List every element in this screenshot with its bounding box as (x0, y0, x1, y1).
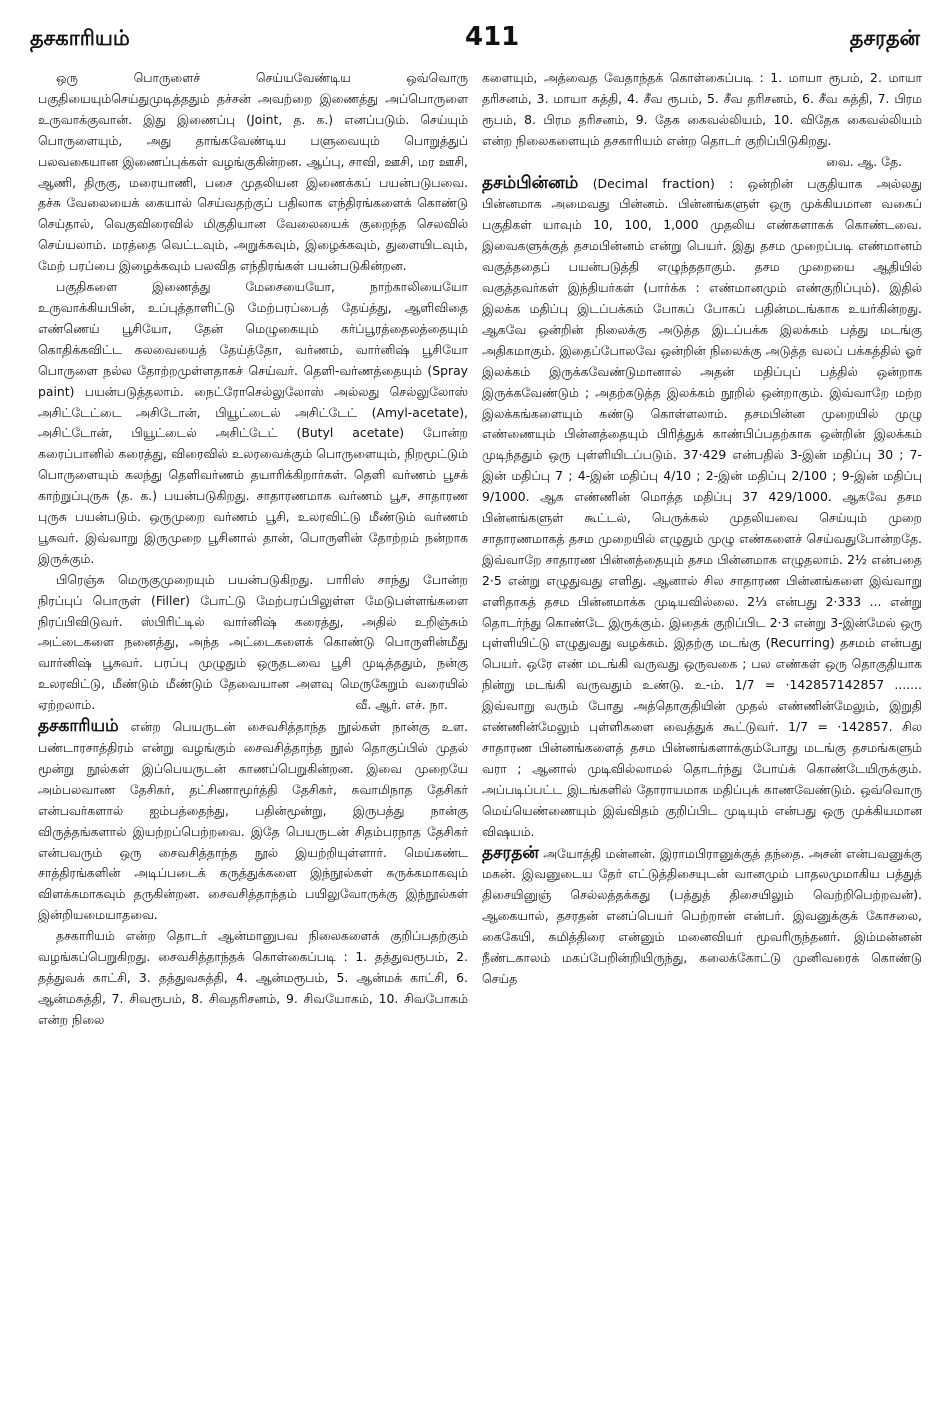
entry-dasakariyam (38, 716, 468, 926)
entry-dasarathan (482, 843, 922, 990)
paragraph-dasakariyam-stages: தசகாரியம் என்ற தொடர் ஆன்மானுபவ நிலைகளைக் குறிப்பதற்கும் வழங்கப்பெறுகிறது. சைவசித்தாந்தக் கொள்கைப்படி : 1. தத்துவரூபம், 2. தத்துவக் காட்சி, 3. தத்துவசுத்தி, 4. ஆன்மரூபம், 5. ஆன்மக் காட்சி, 6. ஆன்மசுத்தி, 7. சிவரூபம், 8. சிவதரிசனம், 9. சிவயோகம், 10. சிவபோகம் என்ற நிலை (38, 928, 468, 1027)
entry-text: (Decimal fraction) : ஒன்றின் பகுதியாக அல்லது பின்னமாக அமைவது பின்னம். பின்னங்களுள் ஒரு முக்கியமான வகைப் பகுதிகள் யாவும் 10, 100, 1,000 முதலிய எண்களாகக் கொண்டவை. இவைகளுக்குத் தசமபின்னம் என்று பெயர். இது தசம முறைப்படி எண்மானம் வகுத்ததைப் பயன்படுத்தி எழுந்ததாகும். தசம முறையை ஆதியில் வகுத்தவர்கள் இந்தியர்கள் (பார்க்க : எண்மானமும் எண்குறிப்பும்). இதில் இலக்க மதிப்பு இடப்பக்கம் போகப் போகப் பதின்மடங்காக உயர்கின்றது. ஆகவே ஒன்றின் நிலைக்கு அடுத்த இடப்பக்க இலக்கம் பத்து மடங்கு அதிகமாகும். இதைப்போலவே ஒன்றின் நிலைக்கு அடுத்த வலப் பக்கத்தில் ஓர் இலக்கம் இருக்கவேண்டுமானால் அதன் மதிப்புப் பத்தில் ஒன்றாக இருக்கவேண்டும் ; அதற்கடுத்த இலக்கம் நூறில் ஒன்றாகும். இவ்வாறே மற்ற இலக்கங்களையும் கண்டு கொள்ளலாம். தசமபின்ன முறையில் முழு எண்ணையும் பின்னத்தையும் பிரித்துக் காண்பிப்பதற்காக ஒன்றின் இலக்கம் முடிந்ததும் ஒரு புள்ளியிடப்படும். 37·429 என்பதில் 3-இன் மதிப்பு 30 ; 7-இன் மதிப்பு 7 ; 4-இன் மதிப்பு 4/10 ; 2-இன் மதிப்பு 2/100 ; 9-இன் மதிப்பு 9/1000. ஆக எண்ணின் மொத்த மதிப்பு 37 429/1000. ஆகவே தசம பின்னங்களுள் கூட்டல், பெருக்கல் முதலியவை செய்யும் முறை சாதாரணமாகத் தசம முறையில் எழுதும் முழு எண்களைச் செய்வதுபோன்றதே. இவ்வாறே சாதாரண பின்னத்தையும் தசம பின்னமாக எழுதலாம். 2½ என்பதை 2·5 என்று எழுதுவது எளிது. ஆனால் சில சாதாரண பின்னங்களை இவ்வாறு எளிதாகத் தசம பின்னமாக்க முடியவில்லை. 2⅓ என்பது 2·333 ... என்று தொடர்ந்து கொண்டே இருக்கும். இதைக் குறிப்பிட 2·3 என்று 3-இன்மேல் ஒரு புள்ளியிட்டு எழுதுவது வழக்கம். இதற்கு மடங்கு (Recurring) தசமம் என்பது பெயர். ஒரே எண் மடங்கி வருவது ஒருவகை ; பல எண்கள் ஒரு தொகுதியாக நின்று மடங்கி வருவதும் உண்டு. உ-ம். 1/7 = ·142857142857 ....... இவ்வாறு வரும் போது அத்தொகுதியின் முதல் எண்ணின்மேலும், இறுதி எண்ணின்மேலும் புள்ளிகளை வைத்துக் கூட்டுவர். 1/7 = ·142857. சில சாதாரண பின்னங்களைத் தசம பின்னங்களாக்கும்போது மடங்கு தசமங்களும் வரா ; ஆனால் முடிவில்லாமல் தொடர்ந்து போய்க் கொண்டேயிருக்கும். அப்படிப்பட்ட இடங்களில் தோராயமாக மதிப்புக் காணவேண்டும். ஒவ்வொரு மெய்யெண்ணையும் இவ்விதம் குறிப்பிட முடியும் என்பது ஒரு முக்கியமான விஷயம். (482, 175, 922, 839)
page-header (20, 22, 920, 62)
left-column (38, 68, 468, 1418)
paragraph-finishing: பகுதிகளை இணைத்து மேசையையோ, நாற்காலியையோ உருவாக்கியபின், உப்புத்தாளிட்டு மேற்பரப்பைத் தேய்த்து, ஆளிவிதை எண்ணெய் பூசியோ, தேன் மெழுகையும் கர்ப்பூரத்தைலத்தையும் கொதிக்கவிட்ட கலவையைத் தேய்த்தோ, வர்ணம், வார்னிஷ் பூசியோ பொருளை நல்ல தோற்றமுள்ளதாகச் செய்வர். தெளி-வர்ணத்தையும் (Spray paint) பயன்படுத்தலாம். நைட்ரோசெல்லுலோஸ் அல்லது செல்லுலோஸ் அசிட்டேட்டை அசிடோன், பியூட்டைல் அசிட்டேட் (Amyl-acetate), அசிட்டோன், பியூட்டைல் அசிட்டேட் (Butyl acetate) போன்ற கரைப்பானில் கரைத்து, விரைவில் உலரவைக்கும் பொருளையும், நிறமூட்டும் பொருளையும் கலந்து தெளிவர்ணம் தயாரிக்கிறார்கள். தெளி வர்ணம் பூசக் காற்றுப்புருசு (த. க.) பயன்படுகிறது. சாதாரணமாக வர்ணம் பூச, சாதாரண புருசு பயன்படும். ஒருமுறை வர்ணம் பூசி, உலரவிட்டு மீண்டும் வர்ணம் பூசுவர். இவ்வாறு இருமுறை பூசினால் தான், பொருளின் தோற்றம் நன்றாக இருக்கும். (38, 279, 468, 566)
entry-text: அயோத்தி மன்னன். இராமபிரானுக்குத் தந்தை. அசன் என்பவனுக்கு மகன். இவனுடைய தேர் எட்டுத்திசையுடன் வானமும் பாதலமுமாகிய பத்துத் திசையினுஞ் செல்லத்தக்கது (பத்துத் திசையிலும் வெற்றிபெற்றவன்). ஆகையால், தசரதன் எனப்பெயர் பெற்றான் என்பர். இவனுக்குக் கோசலை, கைகேயி, சுமித்திரை என்னும் மனைவியர் மூவரிருந்தனர். இம்மன்னன் நீண்டகாலம் மகப்பேறின்றியிருந்து, கலைக்கோட்டு முனிவரைக் கொண்டு செய்த (482, 845, 922, 986)
entry-headword: தசரதன் (482, 842, 539, 863)
author-signature: வை. ஆ. தே. (826, 153, 902, 169)
paragraph-joinery: ஒரு பொருளைச் செய்யவேண்டிய ஒவ்வொரு பகுதியையும்செய்துமுடித்ததும் தச்சன் அவற்றை இணைத்து அப்பொருளை உருவாக்குவான். இது இணைப்பு (Joint, த. க.) எனப்படும். செய்யும் பொருளையும், அது தாங்கவேண்டிய பளுவையும் பொறுத்துப் பலவகையான இணைப்புக்கள் வழங்குகின்றன. ஆப்பு, சாவி, ஊசி, மர ஊசி, ஆணி, திருகு, மரையாணி, பசை முதலியன இணைக்கப் பயன்படுபவை. தச்சு வேலையைக் கையால் செய்வதற்குப் பதிலாக எந்திரங்களைக் கொண்டு செய்தால், வெகுவிரைவில் மிகுதியான வேலையைக் குறைந்த செலவில் செய்யலாம். மரத்தை வெட்டவும், அறுக்கவும், இழைக்கவும், துளையிடவும், மேற் பரப்பை இழைக்கவும் பலவித எந்திரங்கள் பயன்படுகின்றன. (38, 70, 468, 274)
paragraph-text: களையும், அத்வைத வேதாந்தக் கொள்கைப்படி : 1. மாயா ரூபம், 2. மாயா தரிசனம், 3. மாயா சுத்தி, 4. சீவ ரூபம், 5. சீவ தரிசனம், 6. சீவ சுத்தி, 7. பிரம ரூபம், 8. பிரம தரிசனம், 9. தேக கைவல்லியம், 10. விதேக கைவல்லியம் என்ற நிலைகளையும் தசகாரியம் என்ற தொடர் குறிப்பிடுகிறது. (482, 70, 922, 148)
entry-decimal-fraction (482, 173, 922, 843)
running-head-left: தசகாரியம் (30, 26, 130, 50)
paragraph-advaita-stages (482, 68, 922, 169)
entry-headword: தசம்பின்னம் (482, 172, 579, 193)
entry-text: என்ற பெயருடன் சைவசித்தாந்த நூல்கள் நான்கு உள. பண்டாரசாத்திரம் என்று வழங்கும் சைவசித்தாந்த நூல் தொகுப்பில் முதல் மூன்று நூல்கள் இப்பெயருடன் காணப்பெறுகின்றன. இவை முறையே அம்பலவாண தேசிகர், தட்சிணாமூர்த்தி தேசிகர், சுவாமிநாத தேசிகர் என்பவர்களால் ஐம்பத்தைந்து, பதின்மூன்று, இருபத்து நான்கு விருத்தங்களால் இயற்றப்பெற்றவை. இதே பெயருடன் சிதம்பரநாத தேசிகர் என்பவரும் ஒரு சைவசித்தாந்த நூல் இயற்றியுள்ளார். மெய்கண்ட சாத்திரங்களின் அடிப்படைக் கருத்துக்களை இந்நூல்கள் சுருக்கமாகவும் விளக்கமாகவும் தருகின்றன. சைவசித்தாந்தம் பயிலுவோருக்கு இந்நூல்கள் இன்றியமையாதவை. (38, 719, 468, 923)
paragraph-french-polish: பிரெஞ்சு மெருகுமுறையும் பயன்படுகிறது. பாரிஸ் சாந்து போன்ற நிரப்புப் பொருள் (Filler) போட்டு மேற்பரப்பிலுள்ள மேடுபள்ளங்களை நிரப்பிவிடுவர். ஸ்பிரிட்டில் வார்னிஷ் கரைத்து, அதில் உறிஞ்சும் அட்டைகளை நனைத்து, அந்த அட்டைகளைக் கொண்டு பொருளின்மீது வார்னிஷ் பூசுவர். பரப்பு முழுதும் ஒருதடவை பூசி முடித்ததும், நன்கு உலரவிட்டு, மீண்டும் மீண்டும் தேவையான அளவு மெருகேறும் வரையில் ஏற்றலாம். (38, 571, 468, 713)
right-column (482, 68, 922, 1418)
page-number: 411 (465, 22, 520, 52)
running-head-right: தசரதன் (849, 26, 920, 50)
entry-headword: தசகாரியம் (38, 716, 119, 737)
author-signature: வீ. ஆர். எச். நா. (355, 697, 448, 713)
